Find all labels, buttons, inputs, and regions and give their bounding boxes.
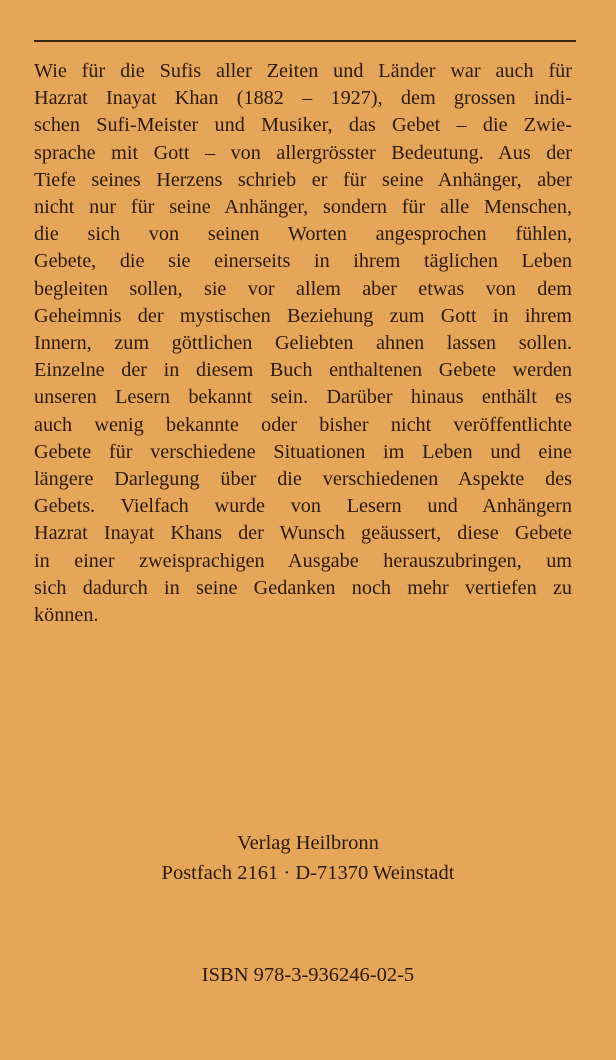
blurb-line: Wie für die Sufis aller Zeiten und Länder war auch für: [34, 60, 572, 82]
blurb-line: sich dadurch in seine Gedanken noch mehr vertiefen zu: [34, 576, 572, 599]
blurb-line: längere Darlegung über die verschiedenen Aspekte des: [34, 468, 572, 491]
blurb-line: auch wenig bekannte oder bisher nicht veröffentlichte: [34, 413, 572, 436]
blurb-line: Einzelne der in diesem Buch enthaltenen Gebete werden: [34, 359, 572, 382]
blurb-line: unseren Lesern bekannt sein. Darüber hinaus enthält es: [34, 386, 572, 409]
blurb-line: in einer zweisprachigen Ausgabe herauszubringen, um: [34, 549, 572, 572]
blurb-line: nicht nur für seine Anhänger, sondern für alle Menschen,: [34, 196, 572, 219]
blurb-line: die sich von seinen Worten angesprochen fühlen,: [34, 223, 572, 246]
publisher-name: Verlag Heilbronn: [237, 832, 379, 854]
blurb-line: Innern, zum göttlichen Geliebten ahnen lassen sollen.: [34, 332, 572, 355]
blurb-line: Hazrat Inayat Khan (1882 – 1927), dem grossen indi-: [34, 87, 572, 110]
blurb-line: Gebete, die sie einerseits in ihrem täglichen Leben: [34, 250, 572, 273]
blurb-text: [34, 58, 572, 629]
blurb-line: Hazrat Inayat Khans der Wunsch geäussert, diese Gebete: [34, 522, 572, 545]
blurb-line: Tiefe seines Herzens schrieb er für seine Anhänger, aber: [34, 168, 572, 191]
blurb-line: können.: [34, 604, 99, 627]
top-rule: [34, 40, 576, 42]
blurb-line: sprache mit Gott – von allergrösster Bedeutung. Aus der: [34, 141, 572, 164]
blurb-line: Geheimnis der mystischen Beziehung zum Gott in ihrem: [34, 304, 572, 327]
blurb-line: begleiten sollen, sie vor allem aber etwas von dem: [34, 277, 572, 300]
isbn: ISBN 978-3-936246-02-5: [201, 964, 415, 986]
blurb-line: schen Sufi-Meister und Musiker, das Gebet – die Zwie-: [34, 114, 572, 137]
publisher-address: Postfach 2161 · D-71370 Weinstadt: [161, 862, 455, 884]
blurb-line: Gebets. Vielfach wurde von Lesern und Anhängern: [34, 495, 572, 518]
blurb-line: Gebete für verschiedene Situationen im Leben und eine: [34, 440, 572, 463]
